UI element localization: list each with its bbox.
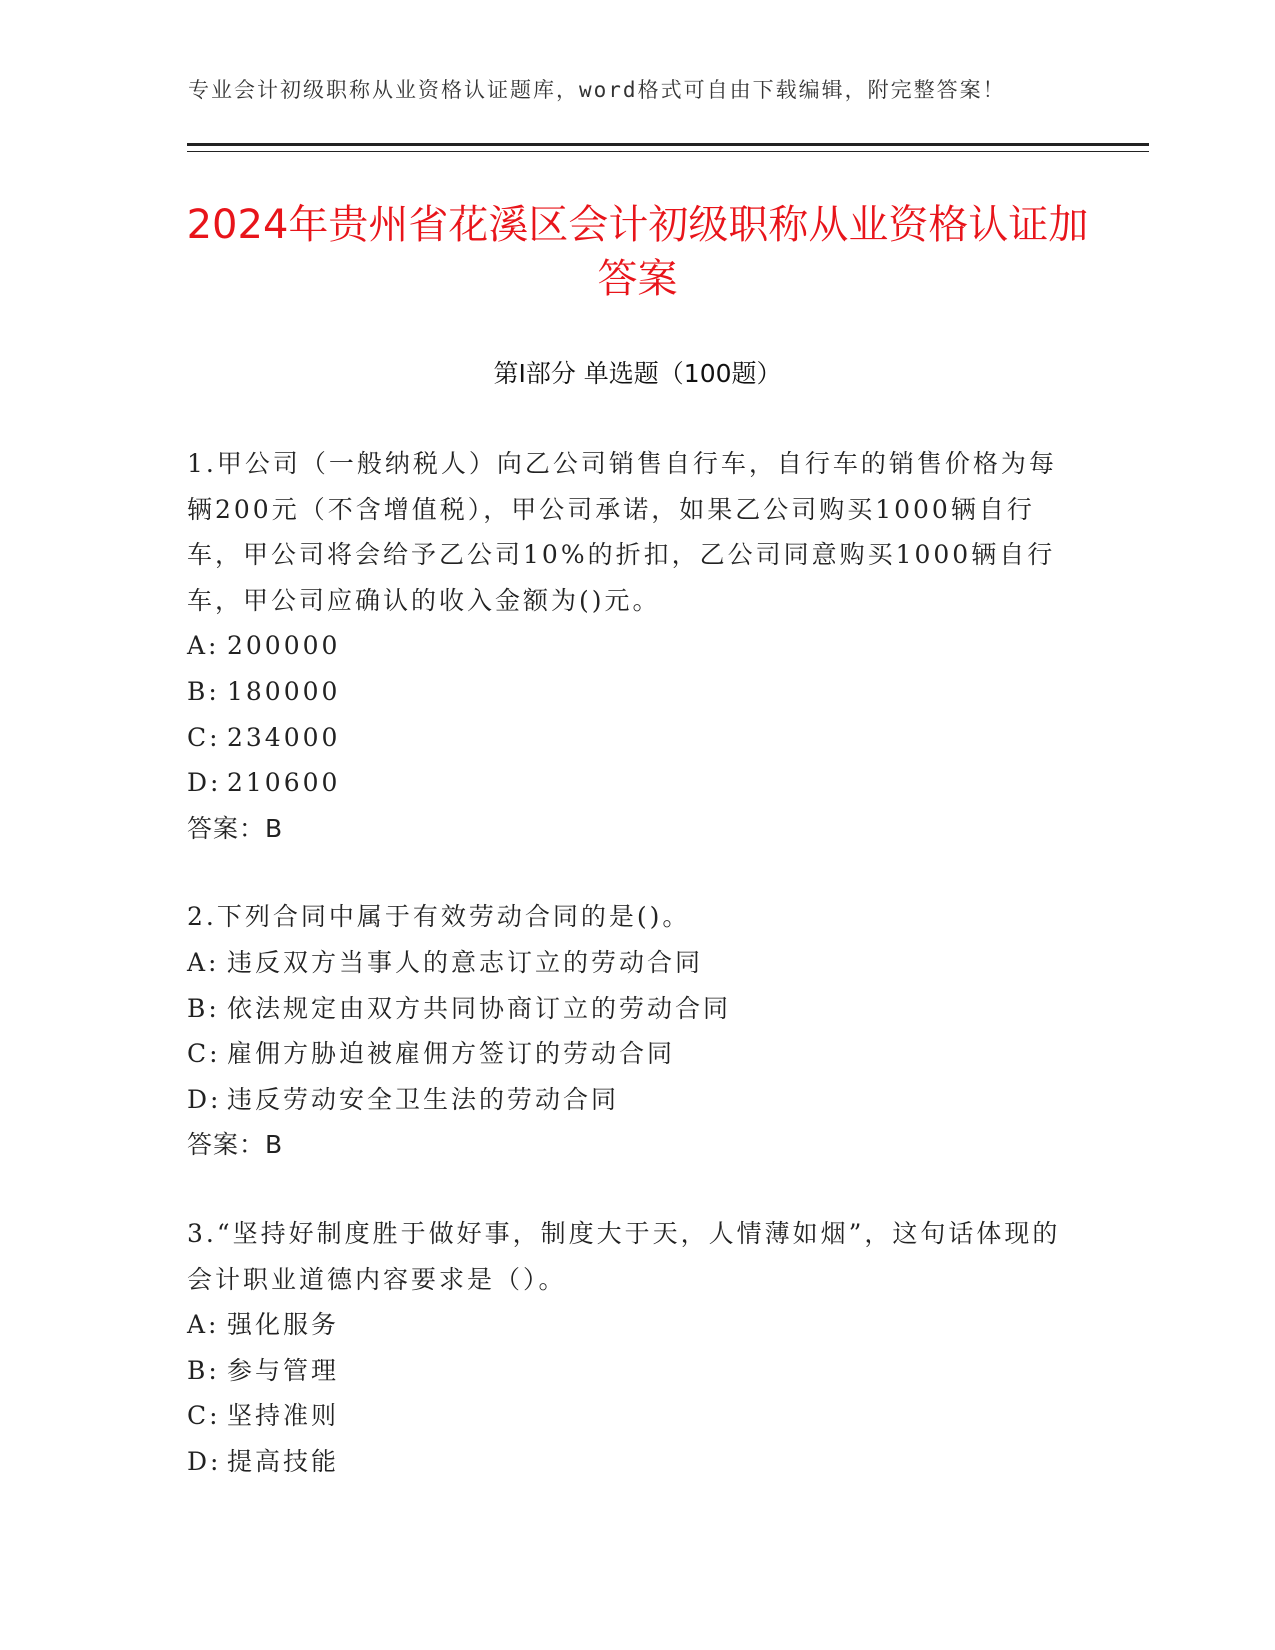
- option-letter: A:: [187, 947, 220, 977]
- option-letter: D:: [187, 1446, 222, 1476]
- answer-line: 答案：B: [187, 1130, 284, 1160]
- option-a: [187, 940, 1067, 986]
- option-c: [187, 1393, 1067, 1439]
- option-text: 雇佣方胁迫被雇佣方签订的劳动合同: [227, 1039, 676, 1069]
- option-letter: B:: [187, 993, 220, 1023]
- question-stem: 2.下列合同中属于有效劳动合同的是()。: [187, 902, 691, 932]
- option-text: 200000: [227, 631, 341, 661]
- option-letter: C:: [187, 1401, 221, 1431]
- answer-line: 答案：B: [187, 813, 284, 843]
- option-letter: B:: [187, 1355, 220, 1385]
- option-b: [187, 986, 1067, 1032]
- option-d: [187, 1439, 1067, 1485]
- question-stem: 3.“坚持好制度胜于做好事，制度大于天，人情薄如烟”，这句话体现的会计职业道德内容要求是（）。: [187, 1218, 1061, 1294]
- document-title: 2024年贵州省花溪区会计初级职称从业资格认证加答案: [186, 202, 1089, 302]
- option-text: 180000: [227, 676, 341, 706]
- option-b: [187, 1348, 1067, 1394]
- option-c: [187, 1031, 1067, 1077]
- header-note: 专业会计初级职称从业资格认证题库，word格式可自由下载编辑，附完整答案！: [188, 78, 1006, 102]
- question-3: [187, 1211, 1067, 1485]
- option-text: 依法规定由双方共同协商订立的劳动合同: [227, 993, 732, 1023]
- option-text: 强化服务: [227, 1310, 340, 1340]
- option-a: [187, 1302, 1067, 1348]
- option-d: [187, 760, 1067, 806]
- question-list: [187, 441, 1067, 1527]
- option-d: [187, 1077, 1067, 1123]
- question-stem: 1.甲公司（一般纳税人）向乙公司销售自行车，自行车的销售价格为每辆200元（不含增值税），甲公司承诺，如果乙公司购买1000辆自行车，甲公司将会给予乙公司10%的折扣，乙公司同意购买1000辆自行车，甲公司应确认的收入金额为()元。: [187, 449, 1057, 615]
- option-letter: A:: [187, 631, 220, 661]
- option-letter: D:: [187, 1084, 222, 1114]
- option-text: 违反双方当事人的意志订立的劳动合同: [227, 947, 704, 977]
- question-1: [187, 441, 1067, 851]
- option-a: [187, 623, 1067, 669]
- option-text: 参与管理: [227, 1355, 340, 1385]
- option-b: [187, 669, 1067, 715]
- option-letter: A:: [187, 1310, 220, 1340]
- question-2: [187, 894, 1067, 1168]
- header-divider-thick: [187, 143, 1149, 146]
- option-text: 提高技能: [227, 1446, 340, 1476]
- option-text: 234000: [227, 722, 341, 752]
- header-divider-thin: [187, 151, 1149, 152]
- option-c: [187, 715, 1067, 761]
- option-letter: D:: [187, 768, 222, 798]
- option-text: 违反劳动安全卫生法的劳动合同: [227, 1084, 620, 1114]
- option-text: 坚持准则: [227, 1401, 340, 1431]
- option-letter: C:: [187, 722, 221, 752]
- option-text: 210600: [227, 768, 341, 798]
- section-title: 第I部分 单选题（100题）: [493, 359, 782, 388]
- option-letter: C:: [187, 1039, 221, 1069]
- option-letter: B:: [187, 676, 220, 706]
